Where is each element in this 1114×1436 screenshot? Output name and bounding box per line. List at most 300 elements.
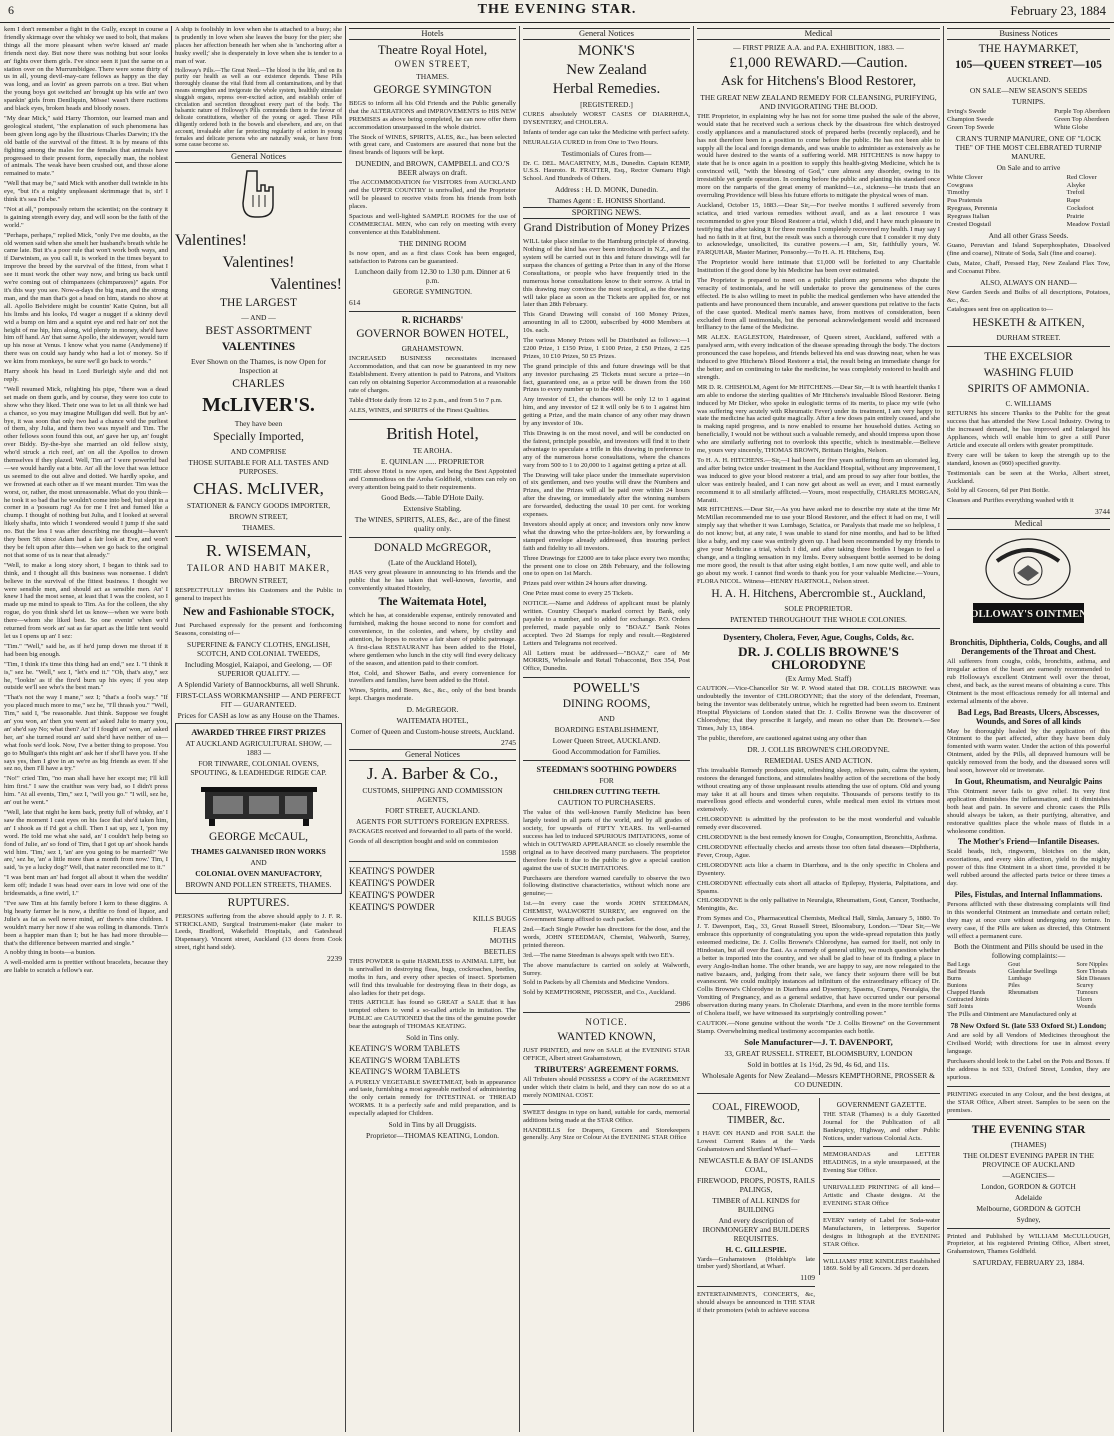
hotels-column bbox=[349, 26, 516, 1432]
story-column bbox=[4, 26, 168, 1432]
general-notices-column bbox=[523, 26, 690, 1432]
those-suitable: THOSE SUITABLE FOR ALL TASTES AND PURPOSES. bbox=[188, 458, 329, 476]
turnips-text: TURNIPS. bbox=[1011, 96, 1046, 106]
labels-text: EVERY variety of Label for Soda-water Manufacturers, in letterpress. Superior designs in lithograph at the EVENING STAR Office. bbox=[823, 1216, 940, 1248]
just-printed-text: JUST PRINTED, and now on SALE at the EVENING STAR OFFICE, Albert street Grahamstown, bbox=[523, 1047, 690, 1063]
seed-list bbox=[947, 108, 1110, 132]
valentines-text: VALENTINES bbox=[221, 341, 296, 353]
bronchitis-text: All sufferers from coughs, colds, bronchitis, asthma, and irregular action of the heart are earnestly recommended to rub Holloway's excellent Ointment well over the throat, chest, and back, as the surest means of obtaining a cure. This Ointment is the most efficacious remedy for all internal and external ailments of the above. bbox=[947, 658, 1110, 705]
grass-list bbox=[947, 174, 1110, 229]
caution-heading: CAUTION TO PURCHASERS. bbox=[557, 798, 656, 808]
ad-number: 1598 bbox=[501, 847, 516, 857]
complaint-item: Rheumatism bbox=[1008, 990, 1039, 997]
complaint-item: Burns bbox=[947, 976, 962, 983]
on-sale-arrive: On Sale and to arrive bbox=[996, 162, 1061, 172]
caution-text: Purchasers are therefore warned carefully to observe the two following distinctive characteristics, without which none are genuine;— bbox=[523, 874, 690, 898]
vendors-text: And are sold by all Vendors of Medicines throughout the Civilised World; with directions for use in almost every language. bbox=[947, 1032, 1110, 1056]
story-paragraph: "Tim, I think it's time this thing had an end," sez I. "I think it is," sez he. "Well," sez I, "let's end it." "Oh, that's aisy," sez he, "lookin' as if the fire'd burn up his eyes; if you step outside we'll see who's the best man." bbox=[4, 660, 168, 692]
specially-imported: Specially Imported, bbox=[213, 431, 304, 443]
coal-ad bbox=[697, 1098, 815, 1317]
pointing-hand-icon bbox=[239, 167, 279, 227]
column-rule bbox=[519, 26, 520, 1432]
page-number: 6 bbox=[8, 3, 14, 17]
purchased-text: Just Purchased expressly for the present and forthcoming Seasons, consisting of— bbox=[175, 621, 342, 637]
newcastle-text: NEWCASTLE & BAY OF ISLANDS COAL, bbox=[698, 1155, 814, 1174]
story-paragraph: "I've saw Tim at his family before I kem to these diggins. A big hearty farmer he is now, a thriftie ro fond of liquor, and Julie's as fat as well never mind, an' there's nine children. I wouldn't marry her now if she was rolling in diamonds. Tim's been a happier man than I; but he has had more throuble—that's the difference between married and single." bbox=[4, 899, 168, 947]
caution-text: The value of this well-known Family Medicine has been largely tested in all parts of the world, and by all grades of society, for upwards of FIFTY YEARS. Its well-earned success has led to induced SPURIOUS IMITATIONS, some of which in OUTWARD APPEARANCE so closely resemble the original as to have deceived many purchasers. The proprietor therefore feels it due to the public to give a special caution against the use of SUCH IMITATIONS. bbox=[523, 809, 690, 872]
mcliver-heading: McLIVER'S. bbox=[202, 394, 315, 416]
seed-item: Green Top Aberdeen bbox=[1054, 115, 1109, 123]
haymarket-heading: THE HAYMARKET, bbox=[978, 42, 1079, 55]
russell-street: 33, GREAT RUSSELL STREET, BLOOMSBURY, LONDON bbox=[724, 1048, 913, 1058]
complaints-list bbox=[947, 962, 1110, 1011]
agency-london: London, GORDON & GOTCH bbox=[981, 1181, 1076, 1191]
complaint-item: Gout bbox=[1008, 962, 1021, 969]
ammonia-heading: SPIRITS OF AMMONIA. bbox=[967, 383, 1090, 396]
story-paragraph: kem I don't remember a fight in the Gully, except in course a friendly skirmage over the whisky we used to bolt, that makes things all the more pleasant when we're kissed an' made friends next day. But now there was nothing but sour looks an' fights over them girls. I've since seen it just the same on a station over on the Murrumbidgee. There were some thirty of us in all, young devil-may-care fellows as happy as the day was long, and as lovin' as green parrots on a tree. But when the young boys got switched an' brought up his wife an' two spankin' girls from Deniliquin, Mösse! wasn't there ructions and black eyes, broken heads and bloody noses. bbox=[4, 26, 168, 113]
ad-number: 614 bbox=[349, 298, 361, 308]
grass-item: Ryegrass Italian bbox=[947, 213, 990, 221]
grass-item: Poa Pratensis bbox=[947, 197, 983, 205]
chas-mcliver-heading: CHAS. McLIVER, bbox=[193, 479, 324, 498]
beetles-text: BEETLES bbox=[483, 946, 516, 956]
excelsior-heading: THE EXCELSIOR bbox=[984, 351, 1073, 364]
keating-powder: KEATING'S POWDER bbox=[349, 889, 435, 900]
powells-heading: POWELL'S bbox=[572, 681, 641, 697]
caution-text: Sold by KEMPTHORNE, PROSSER, and Co., Auckland. bbox=[523, 989, 676, 997]
lottery-paragraph: Any investor of £1, the chances will be only 12 to 1 against him, and any investor of £2 it will only be 6 to 1 against him getting a Prize, and the main chance of any other may drawn by any investor of 10s. bbox=[523, 396, 690, 428]
ever-shown-text: Ever Shown on the Thames, is now Open for Inspection at bbox=[190, 357, 327, 375]
grass-item: Trefoil bbox=[1066, 189, 1085, 197]
british-hotel-heading: British Hotel, bbox=[386, 423, 479, 443]
owen-street: OWEN STREET, bbox=[394, 58, 471, 69]
goods-text: Goods of all description bought and sold on commission bbox=[349, 837, 499, 845]
cures-text: CURES absolutely WORST CASES OF DIARRHŒA, DYSENTERY, and CHOLERA. bbox=[523, 110, 690, 126]
story-paragraph: "Well that may be," said Mick with another dull twinkle in his eye, "but it's a mighty unpleasant skrimmage that is, sir! I think it's sea I'd ebe." bbox=[4, 180, 168, 204]
quinlan-text: E. QUINLAN ...... PROPRIETOR bbox=[380, 456, 485, 466]
ex-army-text: (Ex Army Med. Staff) bbox=[785, 674, 852, 684]
doctors-text: Dr. C. DEL. MACARTNEY, M.B., Dunedin. Captain KEMP, U.S.S. Hauroto. R. FRATTER, Esq., Rector Oamaru High School. And Hundreds of Others. bbox=[523, 159, 690, 183]
new-zealand-heading: New Zealand bbox=[566, 61, 647, 78]
column-rule bbox=[943, 26, 944, 1432]
druggists-text: Sold in Tins by all Druggists. bbox=[388, 1120, 477, 1130]
show-text: AT AUCKLAND AGRICULTURAL SHOW, — 1883 — bbox=[185, 738, 332, 757]
brown-pollen-text: BROWN AND POLLEN STREETS, THAMES. bbox=[185, 879, 332, 889]
british-text: THE above Hotel is now open, and being the Best Appointed and Commodious on the Aroha Goldfield, visitors can rely on every attention being paid to their requirements. bbox=[349, 467, 516, 491]
complaint-item: Bunions bbox=[947, 983, 968, 990]
gout-heading: In Gout, Rheumatism, and Neuralgic Pains bbox=[954, 776, 1103, 786]
chlorodyne-paragraph: CHLORODYNE is the best remedy known for Coughs, Consumption, Bronchitis, Asthma. bbox=[697, 834, 938, 842]
proprietor-text: Proprietor—THOMAS KEATING, London. bbox=[366, 1131, 499, 1141]
agency-adelaide: Adelaide bbox=[1014, 1192, 1043, 1202]
hitchens-paragraph: To H. A. H. HITCHENS.—Sir,—I had been for five years suffering from an ulcerated leg, and after being twice under treatment in the Auckland Hospital, without any improvement, I was induced to give your blood restorer a trial, and am proud to say after four bottles, the ulcer was entirely healed, and I can now get about as well as ever, and I must earnestly recommend it to all similarly afflicted.—Yours, most respectfully, CHARLES MORGAN, Maraiti. bbox=[697, 456, 940, 504]
purchasers-text: Purchasers should look to the Label on the Pots and Boxes. If the address is not 533, Oxford Street, London, they are spurious. bbox=[947, 1058, 1110, 1081]
wanted-known-heading: WANTED KNOWN, bbox=[557, 1031, 656, 1044]
complaint-item: Tumours bbox=[1076, 990, 1098, 997]
timber-text: TIMBER of ALL KINDS for BUILDING bbox=[712, 1195, 800, 1214]
grass-item: Meadow Foxtail bbox=[1066, 221, 1110, 229]
begs-text: BEGS to inform all his Old Friends and the Public generally that the ALTERATIONS and IMPROVEMENTS to HIS NEW PREMISES as above being completed, he can now offer them accommodation unsurpassed in the whole district. bbox=[349, 99, 516, 131]
hitchens-paragraph: The Proprietor would here intimate that £1,000 will be forfeited to any Charitable Institution if the good done by his Medicine has been over estimated. bbox=[697, 259, 940, 275]
barber-heading: J. A. Barber & Co., bbox=[366, 764, 499, 784]
caution-text: Sold in Packets by all Chemists and Medicine Vendors. bbox=[523, 979, 669, 987]
herbal-heading: Herbal Remedies. bbox=[552, 80, 661, 97]
late-text: (Late of the Auckland Hotel), bbox=[388, 558, 477, 568]
testimonials-text: Testimonials can be seen at the Works, Albert street, Auckland. bbox=[947, 469, 1110, 485]
patented-text: PATENTED THROUGHOUT THE WHOLE COLONIES. bbox=[730, 615, 907, 625]
brown-street: BROWN STREET, bbox=[229, 512, 288, 521]
bronchitis-heading: Bronchitis, Diphtheria, Colds, Coughs, and all Derangements of the Throat and Chest. bbox=[949, 638, 1108, 657]
firewood-text: FIREWOOD, PROPS, POSTS, RAILS PALINGS, bbox=[697, 1175, 815, 1194]
agency-melbourne: Melbourne, GORDON & GOTCH bbox=[976, 1203, 1081, 1213]
caution-text: 1st.—In every case the words JOHN STEEDMAN, CHEMIST, WALWORTH SURREY, are engraved on the Government Stamp affixed to each packet. bbox=[523, 900, 690, 924]
section-header: Hotels bbox=[349, 28, 516, 40]
hitchens-paragraph: The Proprietor is prepared to meet on a public platform any persons who dispute the veracity of testimonials, and he will undertake to prove the genuineness of the cures effected. He is also willing to meet in public the medical gentlemen who have attended the patients and have pronounced them incurable, and answer questions put relative to the facts of the case quoted. Medical men's names have, from motives of consideration, been excluded from all testimonials, but the personal acknowledgement would add increased brilliancy to the fame of the Medicine. bbox=[697, 277, 940, 332]
story-paragraph: "My dear Mick," said Harry Thornton, our learned man and geological student, "the explanation of such phenomena has been given long ago by the illustrious Charles Darwin; it's the old battle of the survival of the fittest. It is by means of this fighting among the males for the females that animals have progressed to their present form, especially man, the noblest of animals. The weak have been crushed out, and those alone remained to mate." bbox=[4, 114, 168, 178]
seed-item: White Globe bbox=[1054, 123, 1089, 131]
reward-heading: £1,000 REWARD.—Caution. bbox=[729, 54, 908, 71]
workmanship-text: FIRST-CLASS WORKMANSHIP — AND PERFECT FIT — GUARANTEED. bbox=[176, 690, 341, 709]
complaint-item: Chapped Hands bbox=[947, 990, 986, 997]
chlorodyne-heading: DR. J. COLLIS BROWNE'S CHLORODYNE bbox=[738, 644, 899, 673]
complaint-item: Lumbago bbox=[1008, 976, 1032, 983]
hitchens-paragraph: THE Proprietor, in explaining why he has not for some time pushed the sale of the above, would state that he received such a serious check by the disastrous fire which destroyed costly appliances and a manufactured stock of prepared herbs (recently replaced), and he has not therefore been in a position to come before the public. He has not been able to supply all the local and foreign demands, and was unable to administer as extensively as he would have desired to the wants of a suffering world. MR HITCHENS is now happy to state that he is once again in a position to supply this health-giving Medicine, which he is convinced will, "with the blessing of God," cure almost any disorder, owing to its irresistible yet gentle operation. In coming before the public and planting his standard once more on the ramparts of the great enemy of mankind—i.e., sickness—he trusts that an overruling Providence will bless his future efforts to mitigate the physical woes of man. bbox=[697, 112, 940, 199]
notices-column bbox=[175, 26, 342, 1432]
keating-powder: KEATING'S POWDER bbox=[349, 901, 435, 912]
and-comprise: AND COMPRISE bbox=[230, 447, 287, 456]
first-prize-text: — FIRST PRIZE A.A. and P.A. EXHIBITION, 1883. — bbox=[733, 42, 904, 52]
and-text: AND bbox=[598, 714, 615, 724]
grass-item: Rape bbox=[1066, 197, 1081, 205]
caution-text: 3rd.—The name Steedman is always spelt with two EE's. bbox=[523, 951, 674, 959]
lottery-paragraph: Prizes paid over within 24 hours after drawing. bbox=[523, 580, 648, 588]
story-paragraph: "Not at all," pompously return the scientist; on the contrary it is gaining strength every day, and will soon be the faith of the world." bbox=[4, 205, 168, 229]
chlorodyne-paragraph: CHLORODYNE is the only palliative in Neuralgia, Rheumatism, Gout, Cancer, Toothache, Meningitis, &c. bbox=[697, 897, 940, 913]
gout-text: This Ointment never fails to give relief. Its very first application diminishes the inflammation, and it diminishes both heat and pain. In severe and chronic cases the Pills should always be taken, as their purifying, alterative, and restorative qualities place the whole mass of fluids in a wholesome condition. bbox=[947, 787, 1110, 835]
mothers-text: Scald heads, itch, ringworm, blotches on the skin, excoriations, and every skin affection, yield to the mighty power of this fine Ointment in a short time, provided it be well rubbed around the affected parts twice or three times a day. bbox=[947, 848, 1110, 888]
chlorodyne-paragraph: CHLORODYNE is admitted by the profession to be the most wonderful and valuable remedy ever discovered. bbox=[697, 816, 940, 832]
lottery-paragraph: This Grand Drawing will consist of 160 Money Prizes, amounting in all to £2000, subscribed by 4000 Members at 10s. each. bbox=[523, 311, 690, 335]
thames-agent-text: Thames Agent : E. HONISS Shortland. bbox=[547, 196, 666, 206]
imprint-text: Printed and Published by WILLIAM McCULLOUGH, Proprietor, at his registered Printing Office, Albert street, Grahamstown, Thames Goldfield. bbox=[947, 1232, 1110, 1256]
other-seeds: And all other Grass Seeds. bbox=[988, 230, 1069, 240]
sole-proprietor: SOLE PROPRIETOR. bbox=[784, 604, 853, 614]
auckland-text: AUCKLAND. bbox=[1006, 74, 1051, 84]
ad-number: 1109 bbox=[800, 1273, 815, 1283]
tinware-text: FOR TINWARE, COLONIAL OVENS, SPOUTING, & LEADHEDGE RIDGE CAP. bbox=[190, 758, 327, 777]
guano-text: Guano, Peruvian and Island Superphosphates, Dissolved (fine and coarse), Nitrate of Soda, Salt (fine and coarse). bbox=[947, 241, 1110, 257]
increased-text: INCREASED BUSINESS necessitates increased Accommodation, and that can now be guaranteed in my new Establishment. Every attention is paid to Patrons, and Visitors can rely on obtaining Superior Accommodation at a reasonable rate of charges. bbox=[349, 355, 516, 395]
chlorodyne-name: DR. J. COLLIS BROWNE'S CHLORODYNE. bbox=[747, 744, 890, 754]
dining-open-text: Is now open, and as a first class Cook has been engaged, satisfaction to Patrons can be guaranteed. bbox=[349, 249, 516, 265]
chlorodyne-paragraph: CHLORODYNE effectually checks and arrests those too often fatal diseases—Diphtheria, Fever, Croup, Ague. bbox=[697, 843, 940, 859]
chlorodyne-paragraph: CHLORODYNE acts like a charm in Diarrhœa, and is the only specific in Cholera and Dysentery. bbox=[697, 861, 940, 877]
grahamstown-text: GRAHAMSTOWN. bbox=[401, 344, 464, 354]
story-paragraph: A nobby thing in boots—a bunion. bbox=[4, 949, 96, 957]
williams-name: C. WILLIAMS bbox=[1005, 399, 1052, 409]
section-header: General Notices bbox=[175, 151, 342, 163]
spirits-text: Wines, Spirits, and Beers, &c., &c., only of the best brands kept. Charges moderate. bbox=[349, 687, 516, 703]
chlorodyne-paragraph: This invaluable Remedy produces quiet, refreshing sleep, relieves pain, calms the system, restores the deranged functions, and stimulates healthy action of the secretions of the body without creating any of those unpleasant results attending the use of opium. Old and young may take it at all hours and times when requisite. Thousands of persons testify to its marvellous good effects and wonderful cures, while medical men extol its virtues most extensively. bbox=[697, 766, 940, 814]
business-notices-column bbox=[947, 26, 1110, 1432]
valentines-heading: Valentines! bbox=[270, 276, 342, 293]
children-heading: CHILDREN CUTTING TEETH. bbox=[553, 787, 660, 797]
column-rule bbox=[345, 26, 346, 1432]
complaint-item: Scurvy bbox=[1076, 983, 1094, 990]
medical-column bbox=[697, 26, 940, 1432]
great-remedy-text: THE GREAT NEW ZEALAND REMEDY FOR CLEANSING, PURIFYING, AND INVIGORATING THE BLOOD. bbox=[700, 92, 937, 111]
durham-street: DURHAM STREET. bbox=[996, 333, 1061, 343]
queen-street-heading: 105—QUEEN STREET—105 bbox=[955, 58, 1102, 71]
yards-text: Yards—Grahamstown (Holdship's late timber yard) Shortland, at Wharf. bbox=[697, 1255, 815, 1271]
george-signature: GEORGE SYMINGTON. bbox=[392, 287, 473, 297]
complaint-item: Stiff Joints bbox=[947, 1004, 974, 1011]
agency-sydney: Sydney, bbox=[1016, 1214, 1041, 1224]
seed-item: Irving's Swede bbox=[947, 107, 987, 115]
respectfully-text: RESPECTFULLY invites his Customers and the Public in general to inspect his bbox=[175, 587, 342, 602]
keating-worm: KEATING'S WORM TABLETS bbox=[349, 1054, 461, 1065]
coal-heading: COAL, FIREWOOD, TIMBER, &c. bbox=[712, 1101, 800, 1126]
story-paragraph: "Well, to make a long story short, I began to think sad to think, and I thought all this business was nonsense. I didn't believe in the survival of the fittest business. I thought we were sensible men, and should act as sensible men. An' I knew I had the most sense, at least that I was the coolest, so I made up me mind to speak to Tim. As for the colleen, the shy rogue, do you think she'd let us know—when we were both there—whom she liked best. So one evenin' when we'd returned from work an' sat as far apart as the little tent would let us I opens up an' I sez: bbox=[4, 561, 168, 640]
sold-bottles: Sold in bottles at 1s 1½d, 2s 9d, 4s 6d, and 11s. bbox=[747, 1059, 890, 1069]
kindlers-text: WILLIAMS' FIRE KINDLERS Established 1869. Sold by all Grocers. 3d per dozen. bbox=[823, 1257, 940, 1273]
printing-text: UNRIVALLED PRINTING of all kind—Artistic and Chaste designs. At the EVENING STAR Office bbox=[823, 1184, 940, 1207]
seed-item: Green Top Swede bbox=[947, 123, 995, 131]
lottery-paragraph: Investors should apply at once; and investors only now know what the drawing who the prize-holders are, by forwarding a stamped envelope already addressed, thus insuring perfect faith and fidelity to all investors. bbox=[523, 520, 690, 552]
lottery-paragraph: The Drawing will take place under the immediate supervision of six gentlemen, and two youths will draw the Numbers and Prizes, and the Prizes will all be paid over within 24 hours after the drawing, or immediately after the winning numbers are forwarded, deducting the usual 10 per cent. for working expenses. bbox=[523, 471, 690, 519]
steedman-heading: STEEDMAN'S SOOTHING POWDERS bbox=[536, 765, 677, 775]
sample-rooms-text: Spacious and well-lighted SAMPLE ROOMS for the use of COMMERCIAL MEN, who can rely on meeting with every convenience at this Establishment. bbox=[349, 212, 516, 236]
masthead bbox=[0, 0, 1114, 23]
handbills-text: HANDBILLS for Drapers, Grocers and Storekeepers generally. Any Size or Colour At the EVENING STAR Office bbox=[523, 1126, 690, 1142]
chlorodyne-paragraph: CAUTION.—Vice-Chancellor Sir W. P. Wood stated that DR. COLLIS BROWNE was undoubtedly the inventor of CHLORODYNE; that the story of the defendant, Freeman, being the inventor was deliberately untrue, which he regretted had been sworn to. Eminent Hospital Physicians of London stated that Dr. J. Collis Browne was the discoverer of Chlorodyne; that they prescribe it largely, and mean no other than Dr. Browne's.—See Times, July 13, 1864. bbox=[697, 685, 940, 732]
grass-item: Prairie bbox=[1066, 213, 1085, 221]
oldest-text: THE OLDEST EVENING PAPER IN THE PROVINCE OF AUCKLAND bbox=[963, 1150, 1094, 1169]
story-paragraph: "Tim." "Well," said he, as if he'd jump down me throat if it had been big enough. bbox=[4, 642, 168, 658]
boarding-text: BOARDING ESTABLISHMENT, bbox=[554, 725, 659, 735]
lottery-paragraph: The various Money Prizes will be Distributed as follows:—1 £200 Prize, 1 £150 Prize, 1 £100 Prize, 2 £50 Prizes, 2 £25 Prizes, 10 £10 Prizes, 50 £5 Prizes. bbox=[523, 337, 690, 360]
column-rule bbox=[693, 26, 694, 1432]
infants-text: Infants of tender age can take the Medicine with perfect safety. bbox=[523, 128, 689, 136]
article-text: THIS ARTICLE has found so GREAT a SALE that it has tempted others to vend a so-called article in imitation. The PUBLIC are CAUTIONED that the tins of the genuine powder bear the autograph of THOMAS KEATING. bbox=[349, 999, 516, 1031]
story-paragraph: "Well, late that night he kem back, pretty full of whisky, an' I saw the moment I cast eyes on his face that she'd taken him, an' I shook as if I'd got a chill. Then I sat up, sez I, 'pon my word. He told me what she said, an' I couldn't help being so fond of Julie, an' so fond of Tim, that I got up an' shook hands wid him. 'Tim,' sez I, 'an' are you going to be married?' 'We are,' sez he, 'an' a little more than a month from now.' Tim, I said, 'is ye a lucky dog?' Well, that nater reconciled me to it." bbox=[4, 809, 168, 872]
hitchens-paragraph: Auckland, October 15, 1883.—Dear Sir,—For twelve months I suffered severely from sciatica, and tried various remedies without avail, and as a last resource I was recommended to give your Blood Restorer a trial, which I did, and I have much pleasure in testifying that after taking it for three months I completely recovered my health. I may say I had no faith in it at first, but the result was such a thorough cure that I consider it my duty to acknowledge, unsolicited, its curative powers.—I am, Sir, faithfully yours, W. FARQUHAR, Master Mariner, Ponsonby.—To H. A. H. Hitchens, Esq. bbox=[697, 201, 940, 257]
story-paragraph: Harry shook his head in Lord Burleigh style and did not reply. bbox=[4, 368, 168, 383]
powder-text: THIS POWDER is quite HARMLESS to ANIMAL LIFE, but is unrivalled in destroying fleas, bugs, cockroaches, beetles, moths in furs, and every other species of insect. Sportsmen will find this invaluable for destroying fleas in their dogs, as also ladies for their pet dogs. bbox=[349, 957, 516, 997]
complaint-item: Ulcers bbox=[1076, 997, 1093, 1004]
hitchens-paragraph: MR ALEX. EAGLESTON, Hairdresser, of Queen street, Auckland, suffered with a paralysed arm, with every indication of the disease spreading through the body. The doctors pronounced the case hopeless, and friends believed his end was drawing near, when he was induced to give Hitchens's Blood Restorer a trial, the result being an immediate change for the better; and on continuing to take the medicine, he was completely restored to health and strength. bbox=[697, 334, 940, 381]
grand-distribution-heading: Grand Distribution of Money Prizes bbox=[523, 222, 690, 235]
complaint-item: Bad Breasts bbox=[947, 969, 976, 976]
section-header: General Notices bbox=[349, 749, 516, 761]
lottery-paragraph: One Prize must come to every 25 Tickets. bbox=[523, 590, 634, 598]
bad-legs-heading: Bad Legs, Bad Breasts, Ulcers, Abscesses, Wounds, and Sores of all kinds bbox=[957, 707, 1100, 726]
mccaul-heading: GEORGE McCAUL, bbox=[208, 830, 309, 843]
remedial-heading: REMEDIAL USES AND ACTION. bbox=[764, 755, 873, 765]
returns-text: RETURNS his sincere Thanks to the Public for the great success that has attended the New Local Industry. Owing to the increased demand, he has improved and Enlarged his Appliances, which will enable him to give a still Purer Article and execute all orders with greater promptitude. bbox=[947, 410, 1110, 449]
entertainments-text: ENTERTAINMENTS, CONCERTS, &c, should always be announced in THE STAR if their promoters (wish to achieve success bbox=[697, 1291, 815, 1315]
gazette-text: THE STAR (Thames) is a duly Gazetted Journal for the Publication of all Bankruptcy, Highway, and other Public Notices, under various Colonial Acts. bbox=[823, 1110, 940, 1142]
wiseman-heading: R. WISEMAN, bbox=[206, 541, 311, 560]
dunedin-text: DUNEDIN, and BROWN, CAMPBELL and CO.'S BEER always on draft. bbox=[355, 159, 510, 178]
section-header: Medical bbox=[947, 518, 1110, 530]
manufacturer-heading: Sole Manufacturer—J. T. DAVENPORT, bbox=[744, 1036, 893, 1047]
purely-text: A PURELY VEGETABLE SWEETMEAT, both in appearance and taste, furnishing a most agreeable method of administering the only certain remedy for INTESTINAL or THREAD WORMS. It is a perfectly safe and mild preparation, and is especially adapted for Children. bbox=[349, 1078, 516, 1118]
washing-fluid-heading: WASHING FLUID bbox=[983, 367, 1074, 380]
manufactured-text: The Pills and Ointment are Manufactured only at bbox=[947, 1011, 1077, 1019]
testimonials-text: Testimonials of Cures from— bbox=[561, 148, 652, 158]
waitemata-hotel-text: WAITEMATA HOTEL, bbox=[396, 716, 469, 726]
corner-text: Corner of Queen and Custom-house streets, Auckland. bbox=[350, 727, 515, 737]
seed-item: Purple Top Aberdeen bbox=[1054, 107, 1110, 115]
ruptures-heading: RUPTURES. bbox=[227, 896, 290, 909]
governor-bowen-heading: GOVERNOR BOWEN HOTEL, bbox=[356, 328, 509, 341]
te-aroha: TE AROHA. bbox=[412, 445, 453, 455]
complaint-item: Contracted Joints bbox=[947, 997, 989, 1004]
chlorodyne-paragraph: CHLORODYNE effectually cuts short all attacks of Epilepsy, Hysteria, Palpitations, and Spasms. bbox=[697, 879, 940, 895]
chlorodyne-paragraph: CAUTION.—None genuine without the words "Dr J. Collis Browne" on the Government Stamp. Overwhelming medical testimony accompanies each bottle. bbox=[697, 1020, 940, 1035]
showers-text: Hot, Cold, and Shower Baths, and every convenience for travellers and families, have been added to the Hotel. bbox=[349, 669, 516, 685]
beds-text: Good Beds.—Table D'Hote Daily. bbox=[381, 493, 484, 503]
table-text: Table d'Hote daily from 12 to 2 p.m., and from 5 to 7 p.m. bbox=[349, 396, 503, 404]
packages-text: PACKAGES received and forwarded to all parts of the world. bbox=[349, 828, 513, 836]
thames-text: (THAMES) bbox=[1010, 1139, 1047, 1149]
cran-text: CRAN'S TURNIP MANURE, ONE OF "LOCK THE" OF THE MOST CELEBRATED TURNIP MANURE. bbox=[955, 133, 1102, 161]
has-text: HAS very great pleasure in announcing to his friends and the public that he has taken that well-known, favorite, and conveniently situated Hostelry, bbox=[349, 569, 516, 593]
lottery-paragraph: This Drawing is on the most novel, and will be conducted on the fairest, principle possible, and investors will find it to their advantage to speculate a trifle in this drawing in preference to any of the numerous horse consultations, where the chances vary from 500 to 1 to 20,000 to 1 against getting a prize at all. bbox=[523, 430, 690, 469]
garden-seeds-text: New Garden Seeds and Bulbs of all descriptions, Potatoes, &c., &c. bbox=[947, 288, 1110, 304]
moths-text: MOTHS bbox=[489, 935, 516, 945]
gazette-heading: GOVERNMENT GAZETTE. bbox=[836, 1099, 927, 1109]
bad-legs-text: May be thoroughly healed by the application of this Ointment to the part affected, after they have been duly fomented with warm water. Under the action of this powerful Ointment, aided by the Pills, all depraved humours will be quickly removed from the body, and the diseased sores will heal soon, however old or inveterate. bbox=[947, 727, 1110, 775]
chlorodyne-paragraph: The public, therefore, are cautioned against using any other than bbox=[697, 734, 867, 742]
story-paragraph: "Well resumed Mick, relighting his pipe, "there was a dead set made on them gurls, and by course, they were too cute to show who they liked. Their one was to let us all think we had a chance, so you may imagine Mulligan did well. But by an'-bye, it was soon that only two had a chance wid the purliest of them, shy Julia, and them two was myself and Tim. The other fellows soon found this out, an' gave her up, an' fought over Biddy. By-the-bye she married an old fellow sixty, who'd struck a rich reef, an' on all the Apollos to drown themselves if they plazed. Well, Tim an' I were powerful bad—we would hardly eat a bite. An' all the love that was lettuce us seemed to die out alive and dotted. We hardly spoke, and we frowned at each other as if we meant murder. Tim was the worst, or, rather, the most unreasonable. What do you think—he took it so bad that he wouldn't come into bed, but slept in a corner in a 'possum rug! As for me I fret and fumed like a chump. I thought of nothing but Julia, and I looked at several likely shafts, into which I wondered would I jump if she said no. But the less I was after describing me thought—haven't they been 5ft since Adam had a fair look at Eve, and won't they be felt upon after this—when we go back to the original not that some of us is near that already." bbox=[4, 385, 168, 559]
mcgregor-signature: D. McGREGOR. bbox=[406, 705, 459, 715]
gazette-ad bbox=[819, 1098, 940, 1276]
hitchens-paragraph: MR D. R. CHISHOLM, Agent for Mr HITCHENS.—Dear Sir,—It is with heartfelt thanks I am able to endorse the sterling qualities of Mr Hitchens's invaluable Blood Restorer. Being induced by Mr Dicker, who spoke in eulogistic terms of its merits, to place my wife (who was suffering very acutely with Rheumatic Fever) under its treatment, I am very happy to state the medicine has acted quite magically. After a few doses pain entirely ceased, and she is making rapid progress, and is now enabled to resume her household duties. Acting so beneficially, I would not be without such a valuable remedy, and should impress upon those who are similarly suffering not to overlook this specific, which is inestimable.—Believe me, yours very sincerely, THOMAS BROWN, Brittain Heights, Nelson. bbox=[697, 383, 940, 455]
stationer-text: STATIONER & FANCY GOODS IMPORTER, bbox=[186, 501, 331, 510]
ad-number: 2745 bbox=[501, 738, 516, 748]
including-text: Including Mosgiel, Kaiapoi, and Geelong, — OF SUPERIOR QUALITY. — bbox=[184, 659, 333, 678]
theatre-royal-heading: Theatre Royal Hotel, bbox=[377, 41, 488, 57]
kills-text: KILLS BUGS bbox=[472, 913, 516, 923]
complaint-item: Piles bbox=[1008, 983, 1020, 990]
george-symington-heading: GEORGE SYMINGTON bbox=[373, 83, 492, 96]
complaint-item: Sore Throats bbox=[1076, 969, 1108, 976]
memoranda-text: MEMORANDAS and LETTER HEADINGS, in a style unsurpassed, at the Evening Star Office. bbox=[823, 1151, 940, 1175]
largest-text: THE LARGEST bbox=[220, 297, 297, 309]
address-text: Address : H. D. MONK, Dunedin. bbox=[554, 185, 659, 195]
oven-illustration-icon bbox=[199, 781, 319, 827]
piles-text: Persons afflicted with these distressing complaints will find in this wonderful Ointment an immediate and certain relief; they may at once cure without undergoing any torture. In every case, if the Pills are taken as directed, this Ointment will effect a permanent cure. bbox=[947, 900, 1110, 940]
for-text: FOR bbox=[599, 776, 614, 786]
seed-item: Champion Swede bbox=[947, 115, 994, 123]
issue-date: February 23, 1884 bbox=[1010, 3, 1106, 18]
on-sale-text: ON SALE—NEW SEASON'S SEEDS bbox=[969, 85, 1088, 95]
gillespie-text: H. C. GILLESPIE. bbox=[725, 1244, 787, 1254]
section-header: Medical bbox=[697, 28, 940, 40]
story-paragraph: "That's not the way I mane," sez I; "that's a fool's way." "If you placed much more to me," sez he, "I'll thrash you." "Well, Tim," said I, "be reasonable. Just think. Suppose we fought an' you won, an' then you went an' asked Julie to marry you, an' she'd say No; what then? An' if I fought an' won, an' asked her, an' she turned round an' said she'd have neither of us—what fools we'd look. Now, I've a better thing to propose. You go to Mulligan's this night an' ask her if she'll have you. If she says yes, then I give in an we're as big friends as ever. If she sez no, then I'll have a try." bbox=[4, 694, 168, 773]
tailor-text: TAILOR AND HABIT MAKER, bbox=[186, 563, 331, 573]
they-have-been: They have been bbox=[234, 419, 283, 428]
holloway-ointment-seal-icon bbox=[947, 533, 1110, 633]
stabling-text: Extensive Stabling. bbox=[403, 504, 462, 514]
coal-text: I HAVE ON HAND and FOR SALE the Lowest Current Rates at the Yards Grahamstown and Shortland Wharf— bbox=[697, 1129, 815, 1153]
monks-heading: MONK'S bbox=[578, 42, 635, 59]
customs-text: CUSTOMS, SHIPPING AND COMMISSION AGENTS, bbox=[362, 786, 503, 805]
wines-text: The WINES, SPIRITS, ALES, &c., are of the finest quality only. bbox=[354, 515, 511, 534]
valentines-heading: Valentines! bbox=[175, 232, 247, 249]
neuralgia-text: NEURALGIA CURED in from One to Two Hours. bbox=[523, 138, 659, 146]
awarded-heading: AWARDED THREE FIRST PRIZES bbox=[191, 726, 326, 737]
grass-item: Crested Dogstail bbox=[947, 221, 992, 229]
agents-text: AGENTS FOR SUTTON'S FOREIGN EXPRESS. bbox=[355, 817, 510, 827]
evening-star-heading: THE EVENING STAR bbox=[971, 1123, 1086, 1136]
lottery-paragraph: NOTICE.—Name and Address of applicant must be plainly written. Country Cheque's marked correct by Bank, only payable to a number, and to added for exchange. P.O. Orders preferred, made payable only to "BOAZ." Bank Notes accepted. Two 2d Stamps for reply and result.—Registered Letters and Telegrams not received. bbox=[523, 600, 690, 647]
ship-paragraph: A ship is foolishly in love when she is attached to a buoy; she is prudently in love when she leaves the buoy for the pier; she places her affection beneath her when she is 'anchoring after a husky swell;' she is desperately in love when she is tender to a man of war. bbox=[175, 26, 342, 65]
splendid-text: A Splendid Variety of Bannockburns, all well Shrunk. bbox=[177, 679, 340, 689]
story-paragraph: "Perhaps, perhaps," replied Mick, "only I've me doubts, as the old women said when she smelt her husband's breath while he came late. But it's a poor rule that won't work both ways, and if Darwinism, as you call it, is worked in the times beyant to improve the breed by the survival of the fittest, from what I see it must work the other way now, and bring us back until we're coming out of chimpanzees (chimpanzees)" again. For it's this way you see. Now-a-days the big man, and the strong man, and the man that's got a head on him, stands no show at all. Apollo Belvidere might be countin' Katie Quinn, but all his limbs and his looks, I'd wager a nugget if a skinny devil wid a bump on him and a squint eye and red hair on' not the height of me hip, him along, wid plenty in money, she'd have him off hand. An' that same Apollo, the sidewayer, would turn up his nose at Venus. I know what you name (Andymene) if there was on could say handy who had a lot o' money. So if we kim from monkeys, be sure we'll go back to words." bbox=[4, 231, 168, 366]
agencies-heading: —AGENCIES— bbox=[1002, 1170, 1055, 1180]
holloway-paragraph: Holloway's Pills.—The Great Need.—The blood is the life, and on its purity our health as well as our existence depends. These Pills thoroughly cleanse the vital fluid from all contaminations, and by that means strengthen and invigorate the whole system, healthily stimulate sluggish organs, repress over-excited action, and establish order of circulation and secretion throughout every part of the body. The balsamic nature of Holloway's Pills commends them to the favour of delicate constitutions, whether of the young or aged. These Pills diligently ordered both in the bowels and elsewhere, and are, on that account, invaluable after far protecting regularity of action in young females and delicate persons who are naturally weak, or have from some cause become so. bbox=[175, 67, 342, 149]
oxford-street: 78 New Oxford St. (late 533 Oxford St.) London; bbox=[950, 1021, 1107, 1031]
accommodation-text: The ACCOMMODATION for VISITORS from AUCKLAND and the UPPER COUNTRY is unrivalled, and the Proprietor will be pleased to receive visits from his friends from both places. bbox=[349, 179, 516, 210]
brown-street: BROWN STREET, bbox=[229, 576, 288, 585]
section-header: General Notices bbox=[523, 28, 690, 40]
grass-item: Red Clover bbox=[1066, 173, 1097, 181]
sweet-designs-text: SWEET designs in type on hand, suitable for cards, memorial additions being made at the STAR Office. bbox=[523, 1108, 690, 1124]
fort-street: FORT STREET, AUCKLAND. bbox=[385, 806, 480, 816]
piles-heading: Piles, Fistulas, and Internal Inflammations. bbox=[954, 889, 1103, 899]
tributers-text: All Tributers should POSSESS a COPY of the AGREEMENT under which their claim is held, and they can now do so at a merely NOMINAL COST. bbox=[523, 1076, 690, 1099]
complaint-item: Wounds bbox=[1076, 1004, 1097, 1011]
caution-text: The above manufacture is carried on solely at Walworth, Surrey. bbox=[523, 961, 690, 977]
cleanses-text: Cleanses and Purifies everything washed with it bbox=[947, 497, 1074, 505]
galvanised-heading: THAMES GALVANISED IRON WORKS bbox=[191, 846, 326, 856]
waitemata-heading: The Waitemata Hotel, bbox=[378, 596, 487, 609]
registered-text: [REGISTERED.] bbox=[580, 99, 633, 109]
grass-item: White Clover bbox=[947, 173, 983, 181]
also-text: ALSO, ALWAYS ON HAND— bbox=[980, 277, 1077, 287]
lottery-paragraph: All Letters must be addressed—"BOAZ," care of Mr MORRIS, Wholesale and Retail Tobacconist, Box 354, Post Office, Dunedin. bbox=[523, 649, 690, 673]
valentines-heading: Valentines! bbox=[222, 254, 295, 271]
colonial-oven-heading: COLONIAL OVEN MANUFACTORY, bbox=[195, 868, 322, 878]
hesketh-heading: HESKETH & AITKEN, bbox=[972, 317, 1085, 330]
grass-item: Ryegrass, Perennia bbox=[947, 205, 998, 213]
grass-item: Alsyke bbox=[1066, 181, 1086, 189]
imprint-date: SATURDAY, FEBRUARY 23, 1884. bbox=[972, 1258, 1085, 1268]
mothers-heading: The Mother's Friend—Infantile Diseases. bbox=[957, 837, 1100, 847]
thames-text: THAMES. bbox=[242, 523, 275, 532]
catalogues-text: Catalogues sent free on application to— bbox=[947, 306, 1054, 314]
chlorodyne-paragraph: From Symes and Co., Pharmaceutical Chemists, Medical Hall, Simla, January 5, 1880. To J. T. Davenport, Esq., 33, Great Russell Street, Bloomsbury, London.—"Dear Sir,—We embrace this opportunity of congratulating you upon the wide-spread reputation this justly esteemed medicine, Dr. J. Collis Browne's Chlorodyne, has earned for itself, not only in Hindostan, but all over the East. As a remedy of general utility, we much question whether a better is imported into the country, and we shall be glad to hear of its finding a place in every Anglo-Indian home. The other brands, we are happy to say, are now relegated to the native bazaars, and, judging from their sale, we fancy their sojourn there will be but evanescent. We could multiply instances ad infinitum of the extraordinary efficacy of Dr. Collis Browne's Chlorodyne in Diarrhœa and Dysentery, Spasms, Cramps, Neuralgia, the Vomiting of Pregnancy, and as a general sedative, that have occurred under our personal observation during many years. In Choleraic Diarrhœa, and even in the more terrible forms of Cholera itself, we have witnessed its surprisingly controlling power." bbox=[697, 915, 940, 1018]
superfine-text: SUPERFINE & FANCY CLOTHS, ENGLISH, SCOTCH, AND COLONIAL TWEEDS, bbox=[187, 639, 330, 658]
mcgregor-heading: DONALD McGREGOR, bbox=[374, 542, 491, 555]
ad-number: 3744 bbox=[1095, 507, 1110, 517]
hitchens-paragraph: MR HITCHENS.—Dear Sir,—As you have asked me to describe my state at the time Mr McMillan recommended me to use your Blood Restorer, and the effect it had on me, I will simply say that whether it was Lumbago, Sciatica, or Paralysis that made me so helpless, I do not know; but, at any rate, I was unable to stand for nine months, and had to be lifted like a baby, and my case was entirely given up. I had been recommended by my friends to give your Medicine a trial, which I did, and after taking three bottles I began to feel a change, and a tingling sensation in my limbs. Every subsequent bottle seemed to be doing me more good, the result is that after using eight bottles, I am now quite well, and able to go about my work. I cannot find words to thank you for your valuable Medicine.—Yours, FLORA NICOL. Witness—HENRY HARTNOLL, Nelson street. bbox=[697, 506, 940, 585]
notice-heading: NOTICE. bbox=[585, 1017, 628, 1028]
prices-text: Prices for CASH as low as any House on the Thames. bbox=[177, 710, 340, 720]
printing-colour-text: PRINTING executed in any Colour, and the best designs, at the STAR Office, Albert street. Samples to be seen on the premises. bbox=[947, 1090, 1110, 1114]
sold-grocers-text: Sold by all Grocers, 6d per Pint Bottle. bbox=[947, 487, 1050, 495]
both-text: Both the Ointment and Pills should be used in the following complaints:— bbox=[954, 942, 1103, 961]
complaint-item: Skin Diseases bbox=[1076, 976, 1110, 983]
fleas-text: FLEAS bbox=[493, 924, 516, 934]
story-paragraph: A well-molded arm is prettier without bracelets, because they are liable to scratch a fellow's ear. bbox=[4, 959, 168, 975]
complaint-item: Bad Legs bbox=[947, 962, 970, 969]
lottery-paragraph: Three Drawings for £2000 are to take place every two months; the present one to close on 28th February, and the following one to open on 1st March. bbox=[523, 554, 690, 578]
keating-worm: KEATING'S WORM TABLETS bbox=[349, 1066, 461, 1077]
